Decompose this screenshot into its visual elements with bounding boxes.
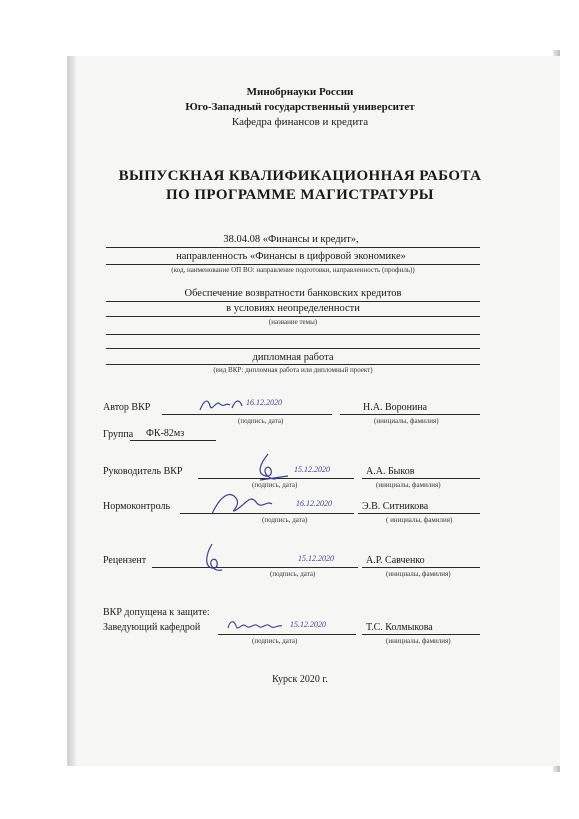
- admission-label: ВКР допущена к защите:: [103, 607, 210, 618]
- supervisor-signature-date: 15.12.2020: [294, 465, 330, 474]
- program-caption: (код, наименование ОП ВО: направление подготовки, направленность (профиль)): [171, 266, 415, 274]
- head-signature-date: 15.12.2020: [290, 620, 326, 629]
- page-binding: [68, 56, 76, 766]
- title-line-1: ВЫПУСКНАЯ КВАЛИФИКАЦИОННАЯ РАБОТА: [118, 168, 482, 184]
- supervisor-name-caption: (инициалы, фамилия): [376, 481, 441, 489]
- group-label: Группа: [103, 429, 134, 440]
- author-name: Н.А. Воронина: [363, 402, 428, 413]
- reviewer-signature-date: 15.12.2020: [298, 554, 334, 563]
- normcontrol-sig-caption: (подпись, дата): [262, 516, 308, 524]
- work-type-caption: (вид ВКР: дипломная работа или дипломный проект): [213, 366, 373, 374]
- reviewer-signature: [196, 540, 236, 576]
- program-code-underline: [106, 247, 480, 248]
- group-underline: [130, 440, 216, 441]
- author-name-caption: (инициалы, фамилия): [374, 417, 439, 425]
- normcontrol-label: Нормоконтроль: [103, 501, 171, 512]
- work-type: дипломная работа: [252, 352, 334, 363]
- head-name-caption: (инициалы, фамилия): [386, 637, 451, 645]
- author-name-line: [340, 414, 480, 415]
- author-signature-date: 16.12.2020: [246, 398, 282, 407]
- topic-line-2-underline: [106, 316, 480, 317]
- author-sig-caption: (подпись, дата): [238, 417, 284, 425]
- topic-line-1-underline: [106, 301, 480, 302]
- supervisor-sig-caption: (подпись, дата): [252, 481, 298, 489]
- group-value: ФК-82мз: [146, 428, 185, 439]
- department: Кафедра финансов и кредита: [231, 116, 369, 128]
- program-focus-underline: [106, 264, 480, 265]
- work-type-underline: [106, 364, 480, 365]
- head-name-line: [362, 634, 480, 635]
- reviewer-name-line: [362, 567, 480, 568]
- topic-caption: (название темы): [268, 318, 318, 326]
- program-code: 38.04.08 «Финансы и кредит»,: [223, 234, 359, 245]
- head-signature: [224, 614, 288, 636]
- reviewer-name: А.Р. Савченко: [366, 555, 425, 566]
- university: Юго-Западный государственный университет: [185, 101, 415, 113]
- normcontrol-signature-date: 16.12.2020: [296, 499, 332, 508]
- reviewer-name-caption: (инициалы, фамилия): [386, 570, 451, 578]
- normcontrol-name-caption: ( инициалы, фамилия): [386, 516, 453, 524]
- author-label: Автор ВКР: [103, 402, 151, 413]
- reviewer-label: Рецензент: [103, 555, 147, 566]
- supervisor-name-line: [362, 478, 480, 479]
- normcontrol-name-line: [358, 513, 480, 514]
- topic-line-1: Обеспечение возвратности банковских кредитов: [184, 288, 402, 299]
- head-of-department-label: Заведующий кафедрой: [103, 622, 201, 633]
- head-name: Т.С. Колмыкова: [366, 622, 433, 633]
- topic-blank-line-2: [106, 348, 480, 349]
- reviewer-signature-line: [152, 567, 358, 568]
- supervisor-name: А.А. Быков: [366, 466, 415, 477]
- ministry: Минобрнауки России: [246, 86, 354, 98]
- reviewer-sig-caption: (подпись, дата): [270, 570, 316, 578]
- head-sig-caption: (подпись, дата): [252, 637, 298, 645]
- topic-blank-line-1: [106, 334, 480, 335]
- city-year: Курск 2020 г.: [272, 674, 328, 685]
- supervisor-label: Руководитель ВКР: [103, 466, 183, 477]
- topic-line-2: в условиях неопределенности: [226, 303, 360, 314]
- program-focus: направленность «Финансы в цифровой экономике»: [176, 251, 406, 262]
- title-line-2: ПО ПРОГРАММЕ МАГИСТРАТУРЫ: [166, 187, 434, 203]
- normcontrol-name: Э.В. Ситникова: [362, 501, 429, 512]
